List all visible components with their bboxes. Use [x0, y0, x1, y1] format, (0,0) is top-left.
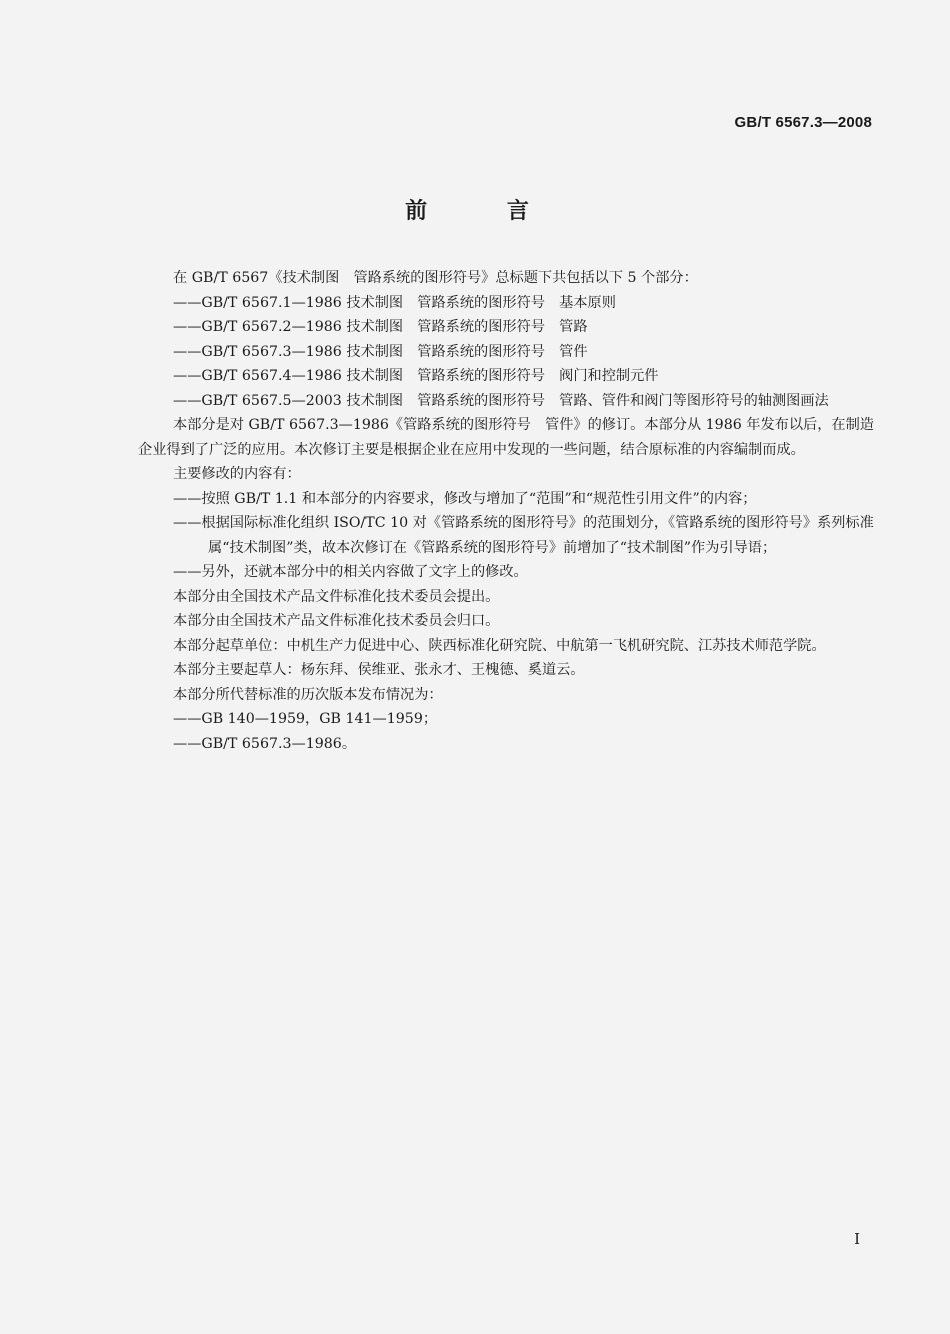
part-code: ——GB/T 6567.3—1986	[173, 343, 342, 360]
page-title: 前 言	[405, 199, 565, 224]
part-code: ——GB/T 6567.4—1986	[173, 368, 342, 384]
foreword-body	[138, 266, 874, 756]
history-heading: 本部分所代替标准的历次版本发布情况为：	[173, 686, 443, 703]
change-item: ——另外，还就本部分中的相关内容做了文字上的修改。	[173, 564, 528, 580]
change-item: ——按照 GB/T 1.1 和本部分的内容要求，修改与增加了“范围”和“规范性引用文件”的内容；	[173, 490, 757, 507]
part-code: ——GB/T 6567.5—2003	[173, 392, 342, 409]
part-code: ——GB/T 6567.2—1986	[173, 319, 342, 335]
part-title: 技术制图 管路系统的图形符号 基本原则	[346, 294, 616, 311]
part-item	[138, 340, 874, 365]
part-item	[138, 389, 874, 414]
drafters-paragraph: 本部分主要起草人：杨东拜、侯维亚、张永才、王槐德、奚道云。	[173, 662, 585, 678]
part-title: 技术制图 管路系统的图形符号 管路	[346, 319, 588, 335]
part-item	[138, 364, 874, 389]
part-title: 技术制图 管路系统的图形符号 管件	[346, 343, 588, 360]
part-item	[138, 315, 874, 340]
history-item: ——GB 140—1959，GB 141—1959；	[173, 711, 438, 727]
history-item: ——GB/T 6567.3—1986。	[173, 735, 357, 752]
administered-by-paragraph: 本部分由全国技术产品文件标准化技术委员会归口。	[173, 613, 500, 629]
part-title: 技术制图 管路系统的图形符号 管路、管件和阀门等图形符号的轴测图画法	[346, 392, 829, 409]
changes-heading: 主要修改的内容有：	[173, 466, 301, 482]
part-title: 技术制图 管路系统的图形符号 阀门和控制元件	[346, 368, 659, 384]
drafting-units-paragraph: 本部分起草单位：中机生产力促进中心、陕西标准化研究院、中航第一飞机研究院、江苏技术师范学院。	[173, 637, 826, 654]
page-number: I	[854, 1230, 860, 1248]
changes-list	[138, 487, 874, 585]
standard-code: GB/T 6567.3—2008	[734, 114, 872, 131]
part-item	[138, 291, 874, 316]
proposed-by-paragraph: 本部分由全国技术产品文件标准化技术委员会提出。	[173, 588, 500, 605]
parts-list	[138, 291, 874, 414]
revision-paragraph: 本部分是对 GB/T 6567.3—1986《管路系统的图形符号 管件》的修订。本部分从 1986 年发布以后，在制造企业得到了广泛的应用。本次修订主要是根据企业在应用中发现的一些问题，结合原标准的内容编制而成。	[138, 417, 874, 458]
change-item: ——根据国际标准化组织 ISO/TC 10 对《管路系统的图形符号》的范围划分，《管路系统的图形符号》系列标准属“技术制图”类，故本次修订在《管路系统的图形符号》前增加了“技术制图”作为引导语；	[173, 515, 874, 556]
history-list	[138, 707, 874, 756]
intro-paragraph: 在 GB/T 6567《技术制图 管路系统的图形符号》总标题下共包括以下 5 个部分：	[173, 270, 698, 286]
part-code: ——GB/T 6567.1—1986	[173, 294, 342, 311]
